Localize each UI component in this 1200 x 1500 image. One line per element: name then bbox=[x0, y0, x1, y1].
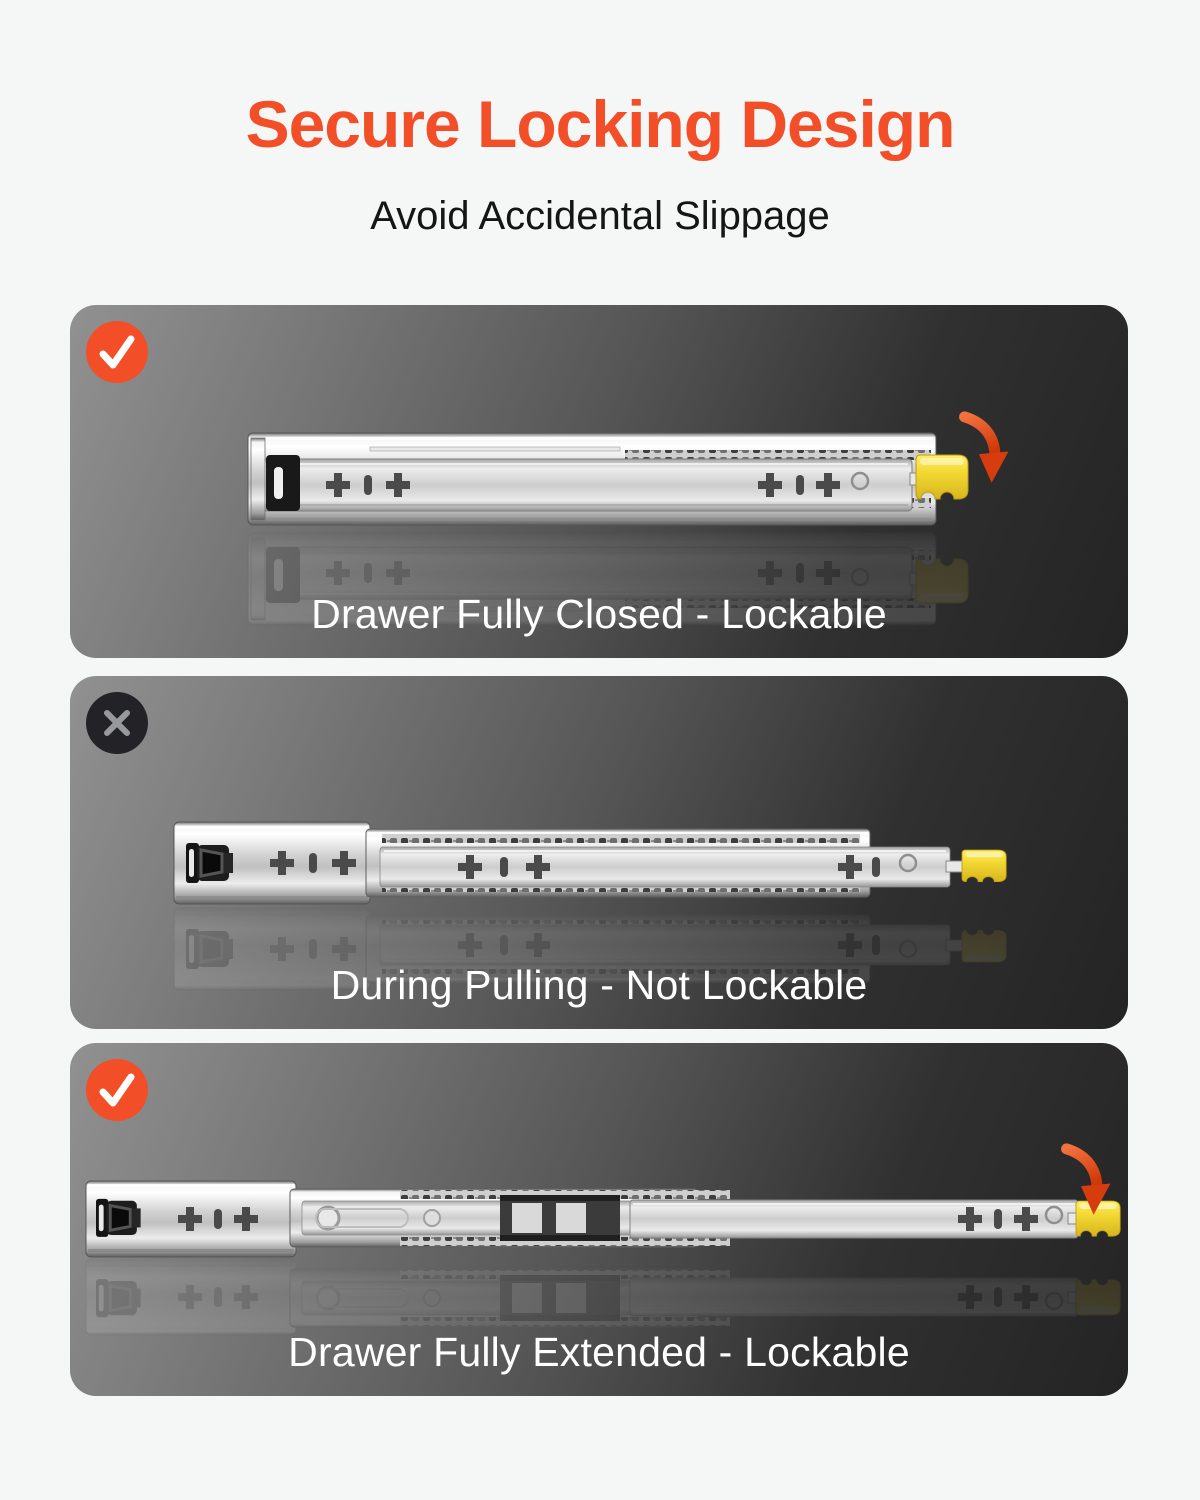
page-title: Secure Locking Design bbox=[245, 87, 955, 161]
latch-bracket bbox=[96, 1199, 141, 1237]
latch-bracket bbox=[186, 843, 233, 883]
panel-drawer-fully-closed bbox=[70, 305, 1128, 658]
page-subtitle: Avoid Accidental Slippage bbox=[370, 194, 830, 238]
yellow-lock-tab bbox=[962, 850, 1006, 882]
panel-caption: Drawer Fully Extended - Lockable bbox=[288, 1329, 910, 1375]
drawer-slide-closed bbox=[248, 433, 968, 525]
panel-drawer-fully-extended bbox=[70, 1043, 1128, 1396]
drawer-slide-fully-extended bbox=[86, 1181, 1120, 1257]
panel-during-pulling bbox=[70, 676, 1128, 1029]
panel-caption: During Pulling - Not Lockable bbox=[330, 962, 868, 1008]
panel-caption: Drawer Fully Closed - Lockable bbox=[311, 591, 887, 637]
slide-reflection bbox=[86, 1259, 1120, 1335]
drawer-slide-partially-extended bbox=[174, 822, 1006, 904]
red-down-arrow-icon bbox=[1058, 1143, 1114, 1219]
red-down-arrow-icon bbox=[956, 411, 1012, 487]
